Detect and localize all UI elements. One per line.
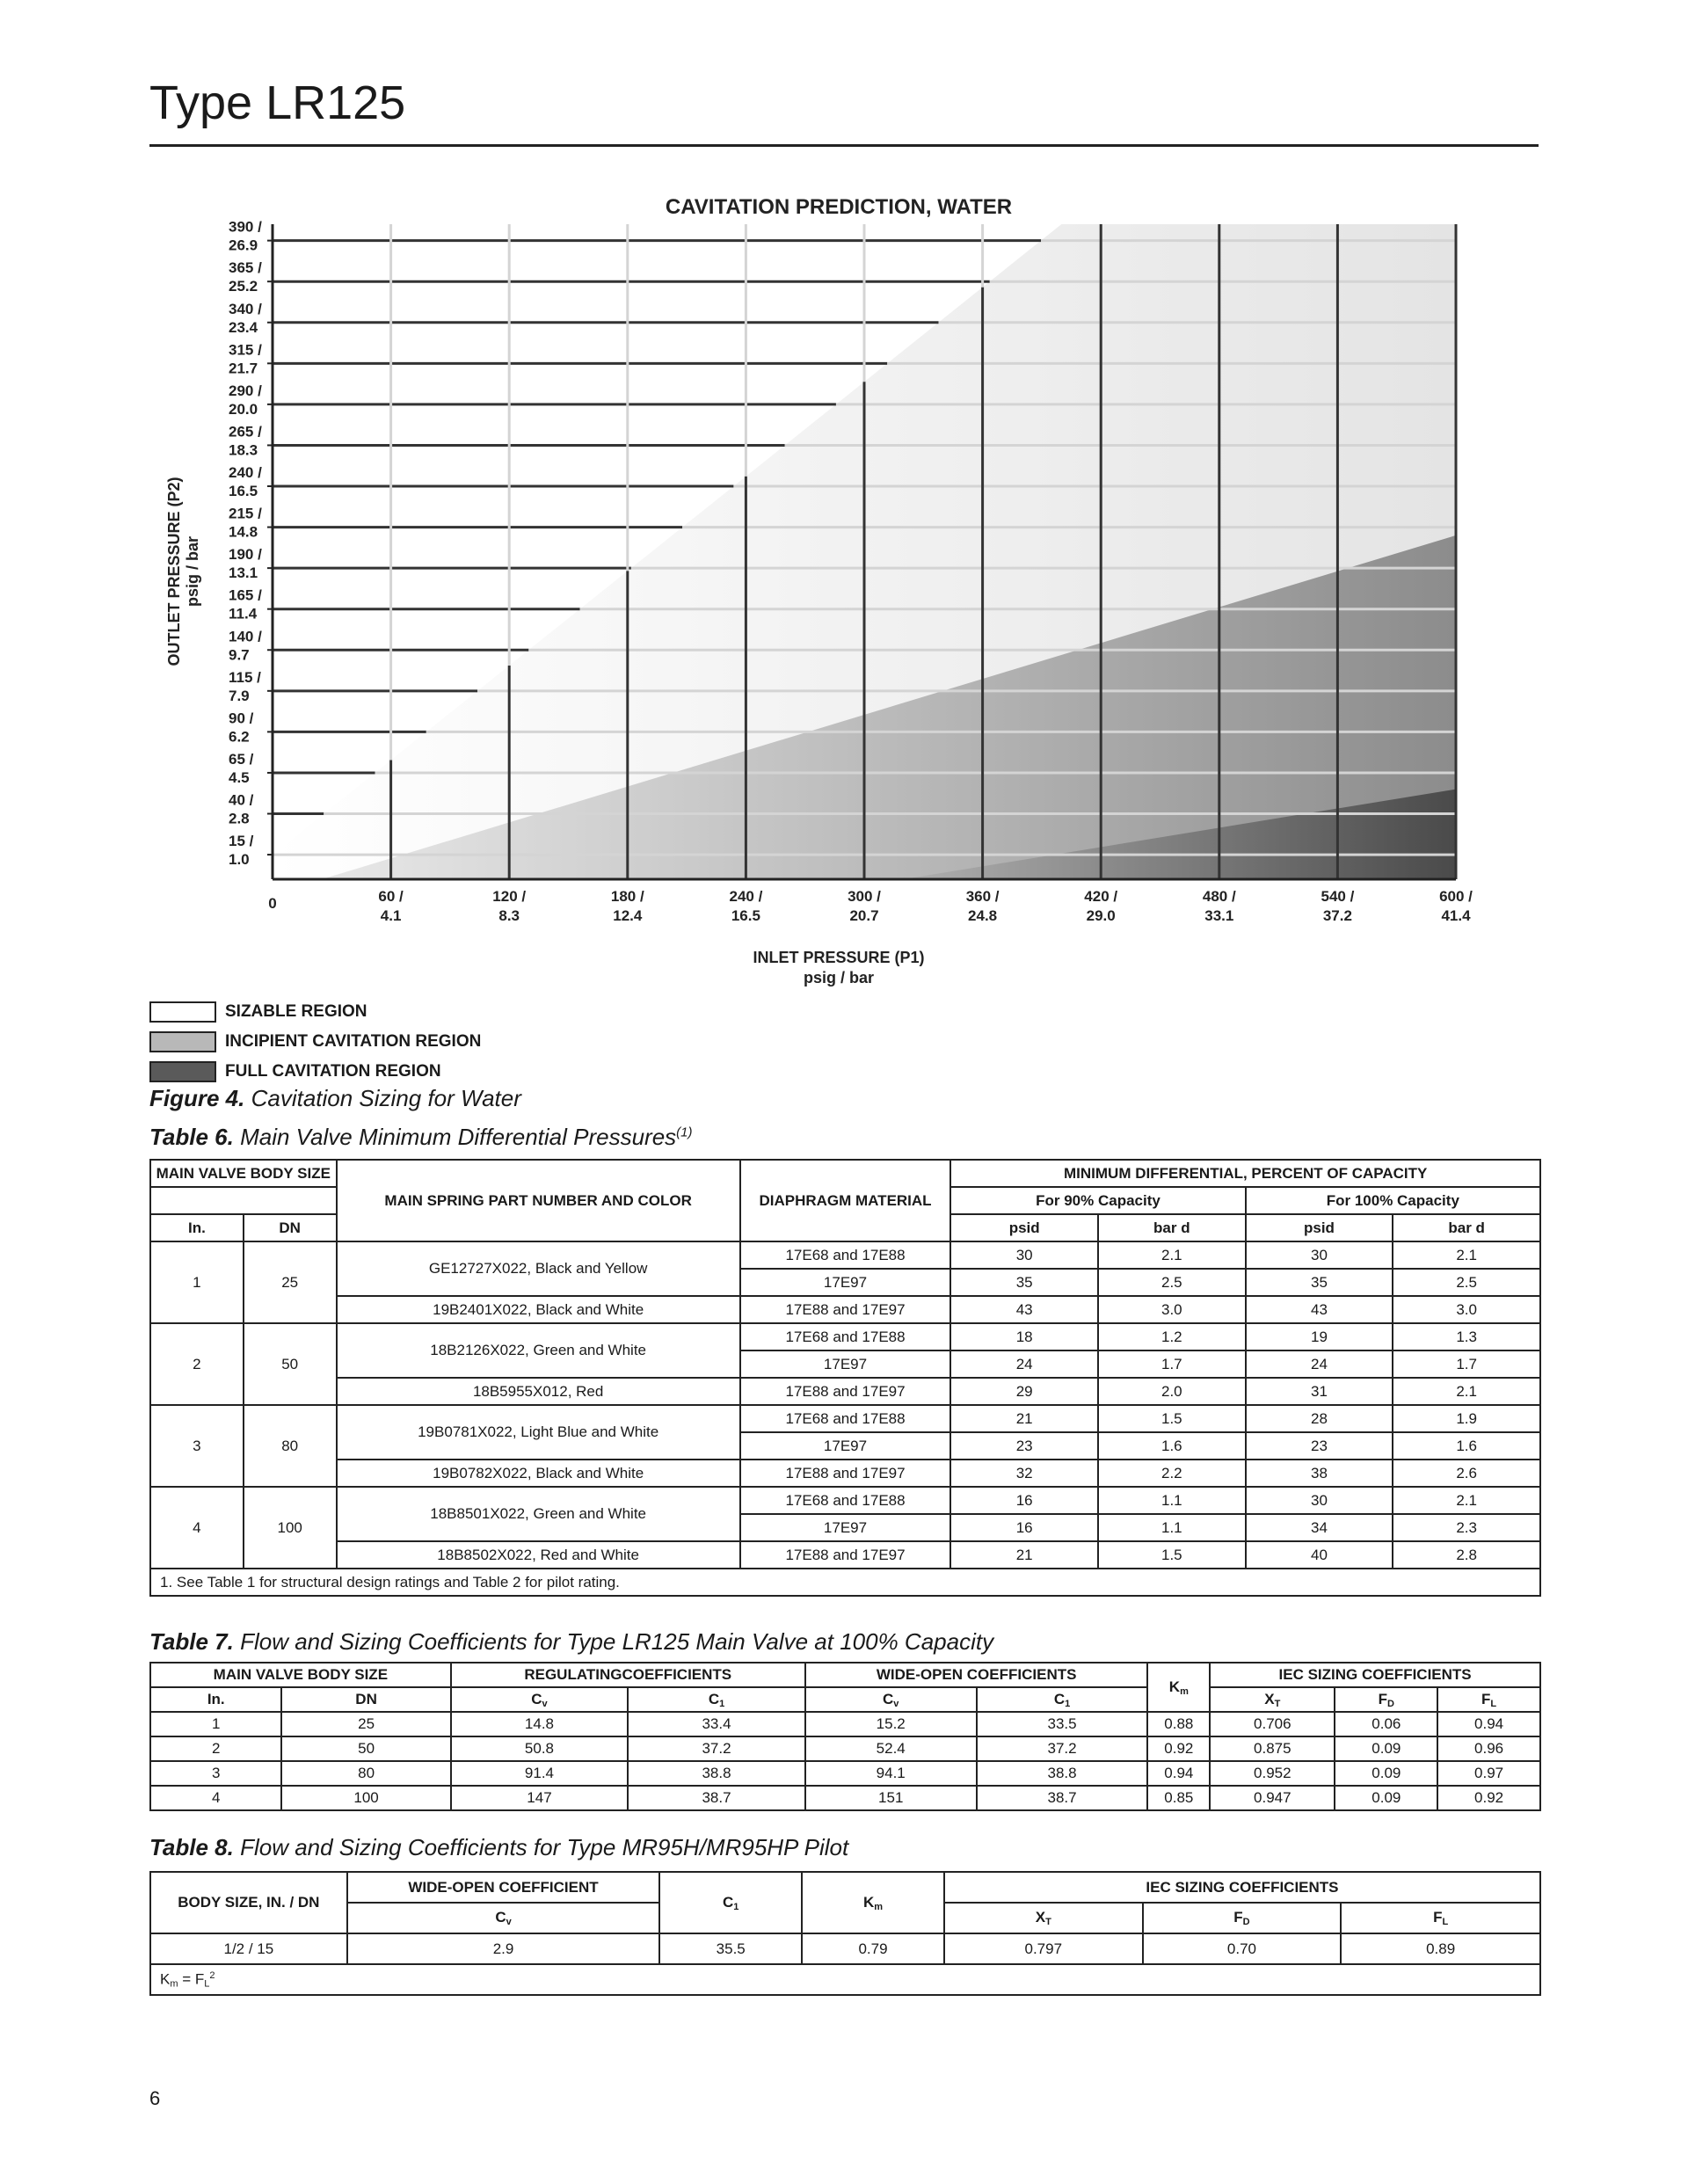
cell: 23 bbox=[1246, 1432, 1393, 1460]
legend-label-sizable: SIZABLE REGION bbox=[225, 1002, 367, 1021]
y-tick-label: 18.3 bbox=[229, 441, 258, 459]
x-tick-label: 37.2 bbox=[1322, 907, 1352, 924]
cell: 17E88 and 17E97 bbox=[740, 1541, 951, 1569]
cell: 3.0 bbox=[1098, 1296, 1246, 1323]
y-tick-label: 140 / bbox=[229, 628, 262, 645]
cell: 25 bbox=[281, 1712, 450, 1736]
cell: 1.9 bbox=[1393, 1405, 1540, 1432]
cell: 19 bbox=[1246, 1323, 1393, 1350]
cell: 38.8 bbox=[628, 1761, 805, 1786]
y-tick-label: 315 / bbox=[229, 341, 262, 359]
x-tick-label: 240 / bbox=[729, 888, 763, 905]
cell: 17E68 and 17E88 bbox=[740, 1487, 951, 1514]
cell: 50.8 bbox=[451, 1736, 629, 1761]
header-km: $K_m$ bbox=[802, 1872, 944, 1933]
cell: 100 bbox=[281, 1786, 450, 1810]
cell: 80 bbox=[281, 1761, 450, 1786]
cell: 16 bbox=[950, 1487, 1098, 1514]
header-in: In. bbox=[150, 1214, 244, 1241]
header-dn: DN bbox=[281, 1687, 450, 1712]
page-title: Type LR125 bbox=[149, 76, 406, 129]
cell: 3 bbox=[150, 1761, 281, 1786]
cell: 3.0 bbox=[1393, 1296, 1540, 1323]
cell: 0.70 bbox=[1143, 1933, 1342, 1964]
header-xt: $X_T$ bbox=[1210, 1687, 1335, 1712]
x-tick-label: 0 bbox=[268, 895, 277, 912]
cell: 2.1 bbox=[1098, 1241, 1246, 1269]
cell: 1.7 bbox=[1098, 1350, 1246, 1378]
header-wide-open: WIDE-OPEN COEFFICIENT bbox=[347, 1872, 660, 1903]
cell: 28 bbox=[1246, 1405, 1393, 1432]
x-tick-label: 60 / bbox=[378, 888, 404, 905]
y-tick-label: 6.2 bbox=[229, 728, 250, 746]
table-row bbox=[150, 1786, 1540, 1810]
cell: 0.79 bbox=[802, 1933, 944, 1964]
cell: 30 bbox=[950, 1241, 1098, 1269]
y-tick-label: 16.5 bbox=[229, 483, 258, 499]
cell: 35 bbox=[950, 1269, 1098, 1296]
chart-title: CAVITATION PREDICTION, WATER bbox=[665, 195, 1013, 219]
cell: 0.797 bbox=[944, 1933, 1143, 1964]
y-tick-label: 165 / bbox=[229, 586, 262, 604]
cell: 50 bbox=[244, 1323, 337, 1405]
legend-item-sizable bbox=[149, 997, 481, 1027]
header-body-size: BODY SIZE, IN. / DN bbox=[150, 1872, 347, 1933]
header-wo-c1: $C_1$ bbox=[977, 1687, 1148, 1712]
cell: 14.8 bbox=[451, 1712, 629, 1736]
cell: 0.85 bbox=[1147, 1786, 1210, 1810]
x-tick-label: 600 / bbox=[1439, 888, 1473, 905]
table-row bbox=[150, 1405, 1540, 1432]
table-row bbox=[150, 1460, 1540, 1487]
x-tick-label: 16.5 bbox=[731, 907, 760, 924]
table-row bbox=[150, 1487, 1540, 1514]
table8-caption: Table 8. Flow and Sizing Coefficients for Type MR95H/MR95HP Pilot bbox=[149, 1834, 849, 1860]
header-cap100: For 100% Capacity bbox=[1246, 1187, 1540, 1214]
table-row bbox=[150, 1323, 1540, 1350]
header-regulating: REGULATINGCOEFFICIENTS bbox=[451, 1663, 805, 1687]
cell: 17E88 and 17E97 bbox=[740, 1296, 951, 1323]
cell: 38.7 bbox=[977, 1786, 1148, 1810]
cell: 0.97 bbox=[1437, 1761, 1540, 1786]
cell: 43 bbox=[1246, 1296, 1393, 1323]
y-tick-label: 115 / bbox=[229, 668, 261, 686]
table-row bbox=[150, 1296, 1540, 1323]
header-fd: $F_D$ bbox=[1143, 1903, 1342, 1933]
cell: 0.947 bbox=[1210, 1786, 1335, 1810]
cell: 2.1 bbox=[1393, 1487, 1540, 1514]
header-fl: $F_L$ bbox=[1341, 1903, 1540, 1933]
y-tick-label: 365 / bbox=[229, 259, 262, 277]
table7-caption: Table 7. Flow and Sizing Coefficients for Type LR125 Main Valve at 100% Capacity bbox=[149, 1628, 994, 1655]
cell: 100 bbox=[244, 1487, 337, 1569]
cell: 0.89 bbox=[1341, 1933, 1540, 1964]
chart-legend bbox=[149, 997, 481, 1087]
cell: 37.2 bbox=[977, 1736, 1148, 1761]
cell: 17E97 bbox=[740, 1432, 951, 1460]
table6-footnote: 1. See Table 1 for structural design ratings and Table 2 for pilot rating. bbox=[150, 1569, 1540, 1596]
header-dn: DN bbox=[244, 1214, 337, 1241]
header-psid-100: psid bbox=[1246, 1214, 1393, 1241]
table-row bbox=[150, 1761, 1540, 1786]
cell: 2.5 bbox=[1393, 1269, 1540, 1296]
cell: 38.8 bbox=[977, 1761, 1148, 1786]
cell: 38 bbox=[1246, 1460, 1393, 1487]
cell: 0.92 bbox=[1147, 1736, 1210, 1761]
table-row bbox=[150, 1378, 1540, 1405]
cell: 24 bbox=[1246, 1350, 1393, 1378]
cell: 21 bbox=[950, 1541, 1098, 1569]
cell: 2.6 bbox=[1393, 1460, 1540, 1487]
cell: 19B0781X022, Light Blue and White bbox=[337, 1405, 740, 1460]
y-tick-label: 215 / bbox=[229, 505, 262, 522]
table6-caption: Table 6. Main Valve Minimum Differential Pressures$^{(1)}$ bbox=[149, 1124, 693, 1150]
header-min-diff: MINIMUM DIFFERENTIAL, PERCENT OF CAPACITY bbox=[950, 1160, 1540, 1187]
x-tick-label: 8.3 bbox=[498, 907, 520, 924]
x-tick-label: 41.4 bbox=[1441, 907, 1471, 924]
table6 bbox=[149, 1159, 1541, 1597]
x-tick-label: 180 / bbox=[610, 888, 644, 905]
y-tick-label: 26.9 bbox=[229, 237, 258, 254]
cell: 151 bbox=[805, 1786, 977, 1810]
cell: 2.2 bbox=[1098, 1460, 1246, 1487]
x-axis-units: psig / bar bbox=[803, 969, 875, 986]
cell: 2.3 bbox=[1393, 1514, 1540, 1541]
x-tick-label: 12.4 bbox=[613, 907, 643, 924]
cell: 29 bbox=[950, 1378, 1098, 1405]
header-cv: $C_v$ bbox=[347, 1903, 660, 1933]
cell: 1.5 bbox=[1098, 1541, 1246, 1569]
y-tick-label: 1.0 bbox=[229, 851, 250, 869]
cell: 3 bbox=[150, 1405, 244, 1487]
y-tick-label: 25.2 bbox=[229, 278, 258, 295]
cell: 35 bbox=[1246, 1269, 1393, 1296]
cell: 18B5955X012, Red bbox=[337, 1378, 740, 1405]
cell: 0.96 bbox=[1437, 1736, 1540, 1761]
legend-item-incipient bbox=[149, 1027, 481, 1057]
y-tick-label: 240 / bbox=[229, 464, 262, 481]
cell: 147 bbox=[451, 1786, 629, 1810]
header-bar-90: bar d bbox=[1098, 1214, 1246, 1241]
cell: 17E88 and 17E97 bbox=[740, 1460, 951, 1487]
cell: 2.5 bbox=[1098, 1269, 1246, 1296]
cell: 43 bbox=[950, 1296, 1098, 1323]
cell: 4 bbox=[150, 1487, 244, 1569]
cell: 15.2 bbox=[805, 1712, 977, 1736]
y-tick-label: 11.4 bbox=[229, 605, 258, 622]
cell: 1.5 bbox=[1098, 1405, 1246, 1432]
y-tick-label: 290 / bbox=[229, 382, 262, 399]
cell: 0.88 bbox=[1147, 1712, 1210, 1736]
header-wide-open: WIDE-OPEN COEFFICIENTS bbox=[805, 1663, 1148, 1687]
cell: 23 bbox=[950, 1432, 1098, 1460]
table8 bbox=[149, 1871, 1541, 1996]
header-reg-cv: $C_v$ bbox=[451, 1687, 629, 1712]
cell: 1.2 bbox=[1098, 1323, 1246, 1350]
cell: 17E68 and 17E88 bbox=[740, 1405, 951, 1432]
legend-item-full bbox=[149, 1057, 481, 1087]
x-tick-label: 24.8 bbox=[968, 907, 998, 924]
cell: 19B0782X022, Black and White bbox=[337, 1460, 740, 1487]
x-tick-label: 20.7 bbox=[849, 907, 879, 924]
y-tick-label: 7.9 bbox=[229, 687, 250, 704]
cell: 0.94 bbox=[1437, 1712, 1540, 1736]
cell: 17E88 and 17E97 bbox=[740, 1378, 951, 1405]
cell: 2.1 bbox=[1393, 1378, 1540, 1405]
cell: 1 bbox=[150, 1712, 281, 1736]
cell: 1.6 bbox=[1393, 1432, 1540, 1460]
legend-swatch-sizable bbox=[149, 1001, 216, 1023]
cell: 18B8502X022, Red and White bbox=[337, 1541, 740, 1569]
x-tick-label: 29.0 bbox=[1086, 907, 1116, 924]
header-spring: MAIN SPRING PART NUMBER AND COLOR bbox=[337, 1160, 740, 1241]
header-reg-c1: $C_1$ bbox=[628, 1687, 805, 1712]
cell: 32 bbox=[950, 1460, 1098, 1487]
y-tick-label: 190 / bbox=[229, 546, 262, 564]
cell: 30 bbox=[1246, 1487, 1393, 1514]
cell: 17E97 bbox=[740, 1269, 951, 1296]
header-body-size: MAIN VALVE BODY SIZE bbox=[150, 1160, 337, 1187]
cell: 1.7 bbox=[1393, 1350, 1540, 1378]
cavitation-chart bbox=[0, 0, 1688, 1011]
cell: 18B2126X022, Green and White bbox=[337, 1323, 740, 1378]
cell: 24 bbox=[950, 1350, 1098, 1378]
y-tick-label: 90 / bbox=[229, 710, 254, 727]
cell: 0.09 bbox=[1335, 1761, 1437, 1786]
cell: 2.0 bbox=[1098, 1378, 1246, 1405]
cell: 16 bbox=[950, 1514, 1098, 1541]
header-iec: IEC SIZING COEFFICIENTS bbox=[944, 1872, 1540, 1903]
y-tick-label: 21.7 bbox=[229, 360, 258, 377]
header-fl: $F_L$ bbox=[1437, 1687, 1540, 1712]
cell: 35.5 bbox=[659, 1933, 802, 1964]
y-tick-label: 14.8 bbox=[229, 523, 258, 541]
cell: 2.1 bbox=[1393, 1241, 1540, 1269]
cell: 17E97 bbox=[740, 1350, 951, 1378]
cell: 25 bbox=[244, 1241, 337, 1323]
x-tick-label: 300 / bbox=[848, 888, 881, 905]
x-tick-label: 360 / bbox=[965, 888, 1000, 905]
table7 bbox=[149, 1662, 1541, 1811]
cell: 0.92 bbox=[1437, 1786, 1540, 1810]
cell: 17E97 bbox=[740, 1514, 951, 1541]
cell: 18 bbox=[950, 1323, 1098, 1350]
cell: 1.1 bbox=[1098, 1487, 1246, 1514]
cell: 0.875 bbox=[1210, 1736, 1335, 1761]
y-tick-label: 390 / bbox=[229, 218, 262, 236]
table-row bbox=[150, 1712, 1540, 1736]
header-fd: $F_D$ bbox=[1335, 1687, 1437, 1712]
cell: 80 bbox=[244, 1405, 337, 1487]
x-tick-label: 420 / bbox=[1084, 888, 1118, 905]
table-row bbox=[150, 1933, 1540, 1964]
header-c1: $C_1$ bbox=[659, 1872, 802, 1933]
legend-swatch-incipient bbox=[149, 1031, 216, 1052]
header-blank bbox=[150, 1187, 337, 1214]
cell: 40 bbox=[1246, 1541, 1393, 1569]
cell: 34 bbox=[1246, 1514, 1393, 1541]
cell: 91.4 bbox=[451, 1761, 629, 1786]
figure4-caption: Figure 4. Cavitation Sizing for Water bbox=[149, 1085, 521, 1111]
page-number: 6 bbox=[149, 2087, 161, 2109]
header-xt: $X_T$ bbox=[944, 1903, 1143, 1933]
cell: 2 bbox=[150, 1736, 281, 1761]
cell: 33.4 bbox=[628, 1712, 805, 1736]
table8-footnote: $K_m = F_L^2$ bbox=[150, 1964, 1540, 1995]
table-row bbox=[150, 1541, 1540, 1569]
cell: 21 bbox=[950, 1405, 1098, 1432]
cell: 19B2401X022, Black and White bbox=[337, 1296, 740, 1323]
y-tick-label: 265 / bbox=[229, 423, 262, 440]
table-row bbox=[150, 1736, 1540, 1761]
x-tick-label: 33.1 bbox=[1204, 907, 1234, 924]
legend-label-full: FULL CAVITATION REGION bbox=[225, 1062, 441, 1081]
y-axis-label: OUTLET PRESSURE (P2) bbox=[165, 477, 183, 666]
cell: 2.8 bbox=[1393, 1541, 1540, 1569]
cell: GE12727X022, Black and Yellow bbox=[337, 1241, 740, 1296]
cell: 50 bbox=[281, 1736, 450, 1761]
cell: 31 bbox=[1246, 1378, 1393, 1405]
cell: 0.06 bbox=[1335, 1712, 1437, 1736]
cell: 2.9 bbox=[347, 1933, 660, 1964]
cell: 1 bbox=[150, 1241, 244, 1323]
cell: 33.5 bbox=[977, 1712, 1148, 1736]
cell: 2 bbox=[150, 1323, 244, 1405]
y-tick-label: 20.0 bbox=[229, 400, 258, 418]
cell: 17E68 and 17E88 bbox=[740, 1323, 951, 1350]
cell: 0.94 bbox=[1147, 1761, 1210, 1786]
cell: 52.4 bbox=[805, 1736, 977, 1761]
header-cap90: For 90% Capacity bbox=[950, 1187, 1245, 1214]
cell: 0.09 bbox=[1335, 1736, 1437, 1761]
legend-swatch-full bbox=[149, 1061, 216, 1082]
table-row bbox=[150, 1241, 1540, 1269]
cell: 1.1 bbox=[1098, 1514, 1246, 1541]
y-axis-units: psig / bar bbox=[184, 535, 201, 608]
y-tick-label: 2.8 bbox=[229, 810, 250, 827]
header-bar-100: bar d bbox=[1393, 1214, 1540, 1241]
cell: 1/2 / 15 bbox=[150, 1933, 347, 1964]
cell: 0.952 bbox=[1210, 1761, 1335, 1786]
x-tick-label: 120 / bbox=[492, 888, 527, 905]
cell: 38.7 bbox=[628, 1786, 805, 1810]
legend-label-incipient: INCIPIENT CAVITATION REGION bbox=[225, 1032, 482, 1051]
cell: 37.2 bbox=[628, 1736, 805, 1761]
y-tick-label: 340 / bbox=[229, 300, 262, 317]
cell: 18B8501X022, Green and White bbox=[337, 1487, 740, 1541]
header-body-size: MAIN VALVE BODY SIZE bbox=[150, 1663, 451, 1687]
cell: 1.6 bbox=[1098, 1432, 1246, 1460]
x-tick-label: 4.1 bbox=[380, 907, 402, 924]
x-tick-label: 540 / bbox=[1321, 888, 1355, 905]
header-in: In. bbox=[150, 1687, 281, 1712]
header-wo-cv: $C_v$ bbox=[805, 1687, 977, 1712]
y-tick-label: 15 / bbox=[229, 833, 254, 850]
header-iec: IEC SIZING COEFFICIENTS bbox=[1210, 1663, 1540, 1687]
x-tick-label: 480 / bbox=[1202, 888, 1236, 905]
x-axis-label: INLET PRESSURE (P1) bbox=[753, 949, 925, 966]
header-psid-90: psid bbox=[950, 1214, 1098, 1241]
header-km: $K_m$ bbox=[1147, 1663, 1210, 1712]
y-tick-label: 13.1 bbox=[229, 564, 258, 582]
cell: 17E68 and 17E88 bbox=[740, 1241, 951, 1269]
cell: 1.3 bbox=[1393, 1323, 1540, 1350]
cell: 30 bbox=[1246, 1241, 1393, 1269]
y-tick-label: 40 / bbox=[229, 791, 254, 809]
y-tick-label: 65 / bbox=[229, 750, 254, 768]
y-tick-label: 9.7 bbox=[229, 646, 250, 664]
header-diaphragm: DIAPHRAGM MATERIAL bbox=[740, 1160, 951, 1241]
cell: 4 bbox=[150, 1786, 281, 1810]
cell: 94.1 bbox=[805, 1761, 977, 1786]
cell: 0.09 bbox=[1335, 1786, 1437, 1810]
cell: 0.706 bbox=[1210, 1712, 1335, 1736]
y-tick-label: 23.4 bbox=[229, 318, 258, 336]
y-tick-label: 4.5 bbox=[229, 768, 250, 786]
